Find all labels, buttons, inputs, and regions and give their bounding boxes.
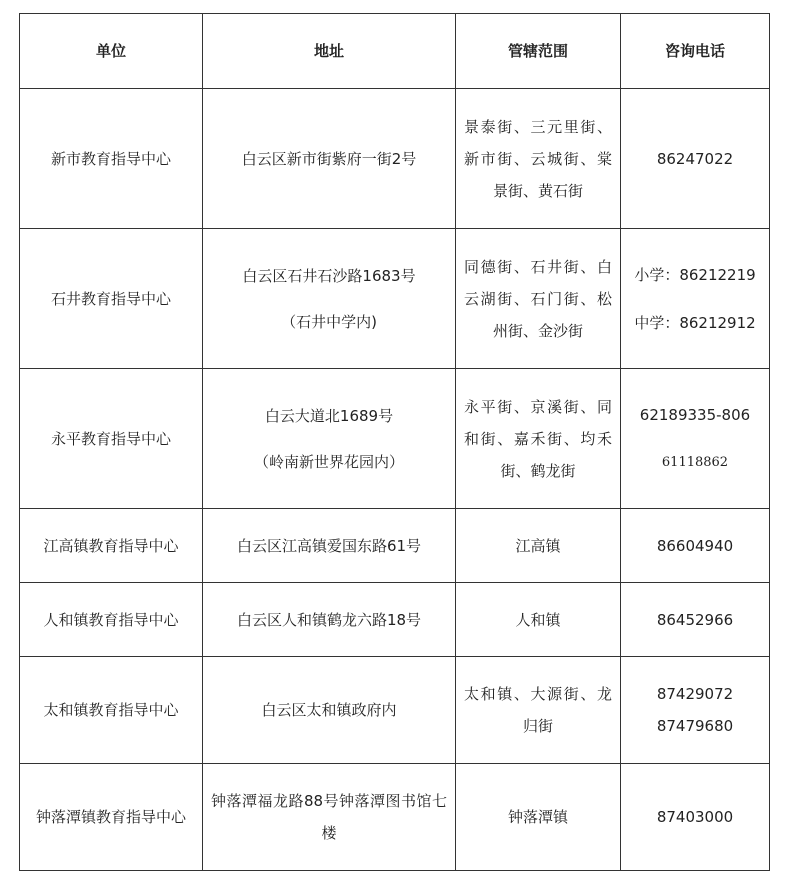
phone-cell [621,509,770,583]
phone-number: 小学：86212219 [634,265,756,284]
address-cell: 钟落潭福龙路88号钟落潭图书馆七楼 [203,764,456,871]
phone-number: 87403000 [656,808,734,826]
phone-number: 62189335-806 [639,405,751,424]
unit-cell: 石井教育指导中心 [20,229,203,369]
address-cell [203,657,456,764]
range-cell: 钟落潭镇 [456,764,621,871]
phone-cell [621,764,770,871]
range-cell: 永平街、京溪街、同和街、嘉禾街、均禾街、鹤龙街 [456,369,621,509]
table-row [20,369,770,509]
unit-cell: 江高镇教育指导中心 [20,509,203,583]
phone-cell [621,89,770,229]
phone-cell [621,583,770,657]
range-cell: 太和镇、大源街、龙归街 [456,657,621,764]
range-cell: 江高镇 [456,509,621,583]
unit-cell: 新市教育指导中心 [20,89,203,229]
table-row [20,657,770,764]
table-row [20,583,770,657]
phone-cell [621,657,770,764]
phone-number: 86247022 [656,149,734,168]
phone-number: 87479680 [656,717,734,735]
phone-cell [621,369,770,509]
unit-cell: 太和镇教育指导中心 [20,657,203,764]
address-cell [203,509,456,583]
phone-number: 中学：86212912 [634,313,756,332]
address-line: 白云区石井石沙路1683号 [242,266,416,285]
table-row [20,509,770,583]
phone-number: 87429072 [656,685,734,703]
range-cell: 同德街、石井街、白云湖街、石门街、松州街、金沙街 [456,229,621,369]
table-row [20,89,770,229]
phone-number: 86452966 [656,610,734,629]
table-row [20,229,770,369]
header-row [20,14,770,89]
header-phone: 咨询电话 [621,14,770,89]
address-cell [203,369,456,509]
address-line: 白云区江高镇爱国东路61号 [236,536,422,555]
range-cell: 人和镇 [456,583,621,657]
unit-cell: 永平教育指导中心 [20,369,203,509]
header-range: 管辖范围 [456,14,621,89]
header-unit: 单位 [20,14,203,89]
range-cell: 景泰街、三元里街、新市街、云城街、棠景街、黄石街 [456,89,621,229]
address-note: （岭南新世界花园内） [253,452,404,471]
address-line: 白云区太和镇政府内 [261,701,397,719]
phone-cell [621,229,770,369]
address-cell [203,229,456,369]
address-cell [203,583,456,657]
unit-cell: 钟落潭镇教育指导中心 [20,764,203,871]
address-line: 白云大道北1689号 [264,406,394,425]
address-line: 白云区新市街紫府一街2号 [241,149,417,168]
address-note: （石井中学内) [281,312,377,331]
address-line: 白云区人和镇鹤龙六路18号 [236,610,422,629]
education-centers-table [19,13,770,871]
table-row [20,764,770,871]
header-address: 地址 [203,14,456,89]
phone-number: 61118862 [661,454,729,470]
unit-cell: 人和镇教育指导中心 [20,583,203,657]
address-cell [203,89,456,229]
phone-number: 86604940 [656,536,734,555]
